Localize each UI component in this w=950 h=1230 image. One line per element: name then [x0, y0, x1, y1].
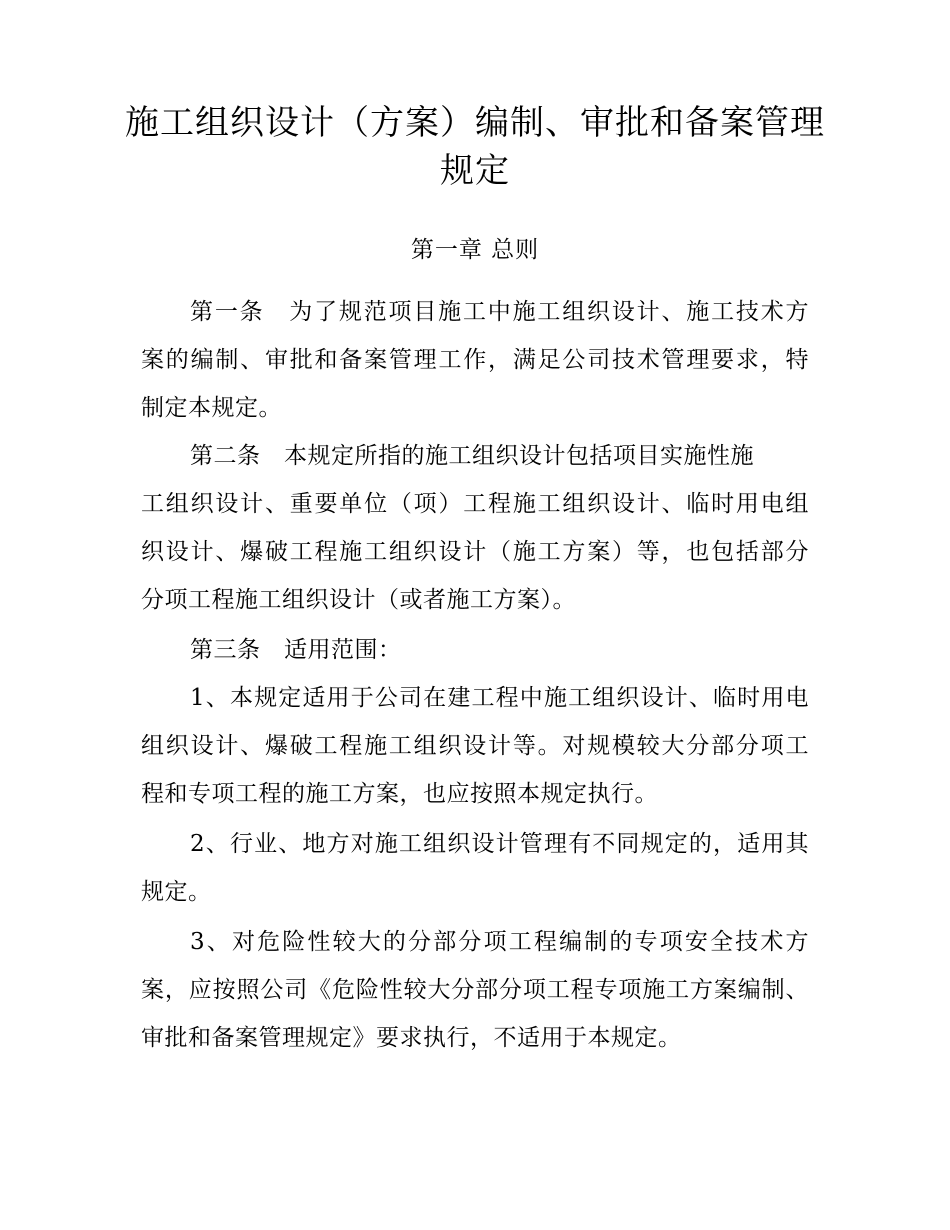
paragraph-line: 程和专项工程的施工方案，也应按照本规定执行。: [141, 781, 658, 807]
paragraph-line: 分项工程施工组织设计（或者施工方案）。: [141, 587, 576, 613]
paragraph-line: 案，应按照公司《危险性较大分部分项工程专项施工方案编制、: [141, 977, 809, 1003]
paragraph-line: 审批和备案管理规定》要求执行，不适用于本规定。: [141, 1025, 682, 1051]
paragraph-line: 制定本规定。: [141, 395, 282, 421]
paragraph-line: 规定。: [141, 879, 212, 905]
document-title-line-1: 施工组织设计（方案）编制、审批和备案管理: [125, 103, 825, 143]
paragraph-line: 案的编制、审批和备案管理工作，满足公司技术管理要求，特: [141, 347, 809, 373]
paragraph-line: 第二条 本规定所指的施工组织设计包括项目实施性施: [190, 443, 754, 469]
paragraph-line: 1、本规定适用于公司在建工程中施工组织设计、临时用电: [190, 685, 809, 711]
paragraph-line: 织设计、爆破工程施工组织设计（施工方案）等，也包括部分: [141, 539, 809, 565]
chapter-heading: 第一章 总则: [410, 237, 540, 263]
paragraph-line: 第三条 适用范围：: [190, 637, 402, 663]
paragraph-line: 2、行业、地方对施工组织设计管理有不同规定的，适用其: [190, 831, 809, 857]
paragraph-line: 组织设计、爆破工程施工组织设计等。对规模较大分部分项工: [141, 733, 809, 759]
paragraph-line: 第一条 为了规范项目施工中施工组织设计、施工技术方: [190, 299, 809, 325]
document-title-line-2: 规定: [440, 151, 510, 191]
paragraph-line: 工组织设计、重要单位（项）工程施工组织设计、临时用电组: [141, 491, 809, 517]
paragraph-line: 3、对危险性较大的分部分项工程编制的专项安全技术方: [190, 929, 809, 955]
